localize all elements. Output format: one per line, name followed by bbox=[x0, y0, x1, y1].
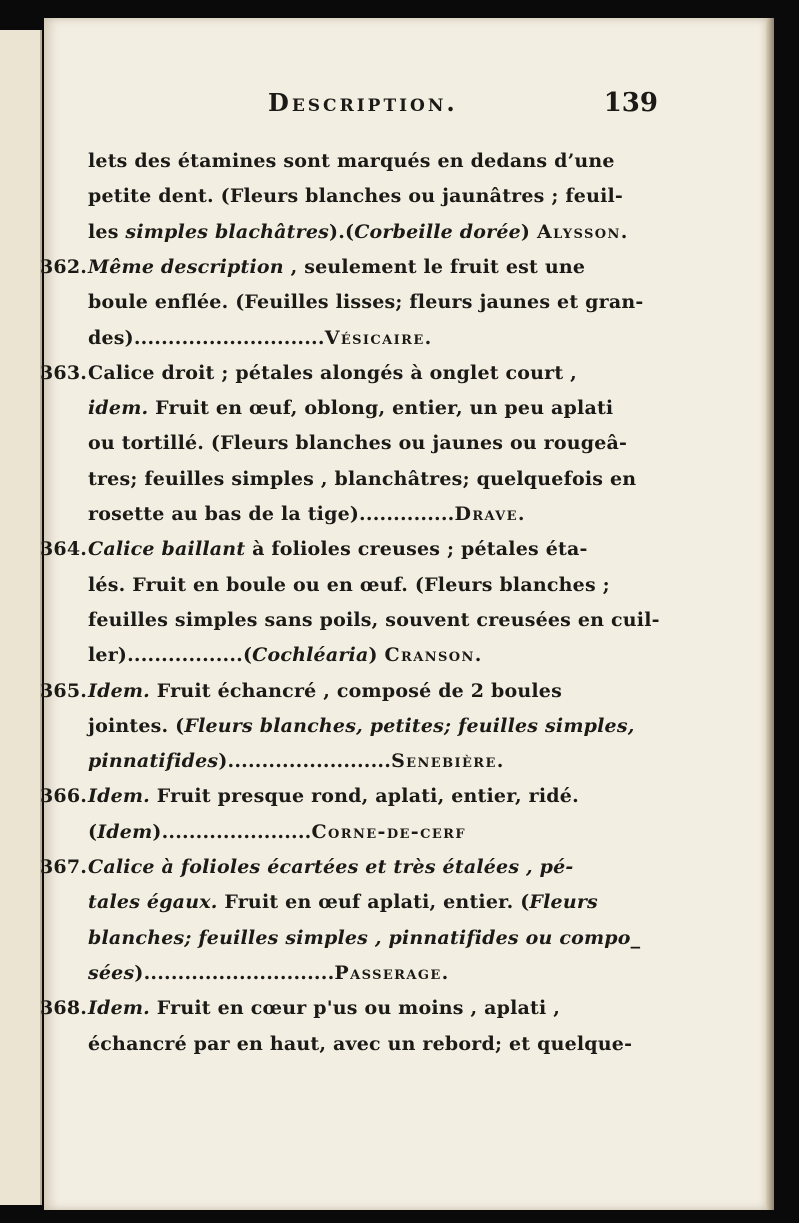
text-span: lets des étamines sont marqués en dedans d’une bbox=[88, 150, 615, 172]
text-line bbox=[88, 574, 610, 596]
text-line bbox=[88, 432, 627, 454]
text-line bbox=[88, 821, 466, 843]
genus-name: Drave. bbox=[454, 503, 526, 525]
text-line bbox=[88, 397, 613, 419]
text-line bbox=[40, 362, 577, 384]
text-span: des)............................ bbox=[88, 326, 325, 349]
genus-name: Corne-de-cerf bbox=[311, 820, 466, 843]
text-span: simples blachâtres bbox=[125, 220, 330, 243]
text-span: blanches; feuilles simples , pinnatifides ou compo_ bbox=[88, 926, 641, 949]
text-line bbox=[88, 185, 623, 207]
text-span: petite dent. (Fleurs blanches ou jaunâtres ; feuil- bbox=[88, 185, 624, 208]
text-span: )...................... bbox=[152, 820, 312, 843]
text-line bbox=[88, 644, 483, 666]
text-span: Cochléaria bbox=[252, 644, 369, 667]
text-line bbox=[88, 221, 629, 243]
text-span: lés. Fruit en boule ou en œuf. (Fleurs blanches ; bbox=[88, 573, 610, 596]
text-span: les bbox=[88, 220, 126, 243]
text-span: idem. bbox=[88, 397, 149, 420]
text-span: ) bbox=[368, 644, 385, 667]
text-span: ( bbox=[88, 820, 98, 843]
text-span: rosette au bas de la tige).............. bbox=[88, 503, 455, 525]
text-span: Fleurs blanches, petites; feuilles simples, bbox=[184, 714, 635, 737]
text-span: )............................ bbox=[134, 961, 335, 984]
entry-number: 364. bbox=[40, 538, 88, 561]
entry-number: 366. bbox=[40, 785, 88, 808]
text-span: ler).................( bbox=[88, 644, 253, 667]
running-head: Description. bbox=[268, 88, 458, 117]
text-span: échancré par en haut, avec un rebord; et quelque- bbox=[88, 1032, 633, 1055]
text-span: jointes. ( bbox=[88, 714, 185, 737]
genus-name: Cranson. bbox=[384, 644, 483, 667]
facing-page-edge bbox=[0, 30, 42, 1205]
text-span: ) bbox=[520, 220, 537, 243]
entry-number: 363. bbox=[40, 361, 88, 384]
text-span: Idem bbox=[97, 820, 153, 843]
text-span: ).( bbox=[329, 220, 355, 243]
text-line bbox=[88, 927, 640, 949]
text-span: sées bbox=[88, 961, 135, 984]
text-span: )........................ bbox=[218, 750, 392, 773]
text-line bbox=[40, 785, 579, 807]
text-line bbox=[88, 327, 433, 349]
text-span: Fruit presque rond, aplati, entier, ridé. bbox=[149, 785, 579, 808]
page-fore-edge bbox=[766, 18, 774, 1210]
text-line bbox=[88, 750, 505, 772]
genus-name: Alysson. bbox=[536, 220, 629, 243]
entry-number: 368. bbox=[40, 997, 88, 1020]
text-span: Fleurs bbox=[529, 891, 598, 914]
text-line bbox=[88, 468, 636, 490]
genus-name: Vésicaire. bbox=[324, 326, 433, 349]
text-line bbox=[40, 997, 560, 1019]
text-line bbox=[88, 962, 450, 984]
text-span: tales égaux. bbox=[88, 891, 218, 914]
text-span: feuilles simples sans poils, souvent creusées en cuil- bbox=[88, 608, 660, 631]
text-span: à folioles creuses ; pétales éta- bbox=[245, 538, 588, 561]
entry-number: 367. bbox=[40, 856, 88, 878]
text-line bbox=[88, 150, 615, 172]
text-span: tres; feuilles simples , blanchâtres; quelquefois en bbox=[88, 467, 637, 490]
text-span: Idem. bbox=[88, 785, 150, 808]
text-span: Calice à folioles écartées et très étalées , pé- bbox=[88, 856, 574, 878]
text-span: boule enflée. (Feuilles lisses; fleurs jaunes et gran- bbox=[88, 291, 644, 314]
text-span: pinnatifides bbox=[88, 750, 219, 773]
page-number: 139 bbox=[603, 88, 658, 118]
text-line bbox=[88, 1033, 632, 1055]
entry-number: 362. bbox=[40, 255, 88, 278]
text-span: Fruit en œuf aplati, entier. ( bbox=[217, 891, 530, 914]
text-span: Fruit en œuf, oblong, entier, un peu aplati bbox=[148, 397, 614, 420]
entry-number: 365. bbox=[40, 679, 88, 702]
text-line bbox=[88, 291, 643, 313]
text-span: ou tortillé. (Fleurs blanches ou jaunes ou rougeâ- bbox=[88, 432, 628, 455]
text-span: Corbeille dorée bbox=[354, 220, 521, 243]
page-header bbox=[268, 88, 658, 128]
text-span: Calice droit ; pétales alongés à onglet court , bbox=[88, 361, 577, 384]
text-span: Fruit échancré , composé de 2 boules bbox=[149, 679, 562, 702]
text-span: Même description bbox=[88, 255, 284, 278]
text-line bbox=[40, 256, 585, 278]
text-line bbox=[40, 680, 562, 702]
text-line bbox=[88, 609, 660, 631]
text-line bbox=[40, 856, 574, 878]
text-span: Idem. bbox=[88, 997, 150, 1020]
text-line bbox=[40, 538, 588, 560]
text-line bbox=[88, 715, 635, 737]
text-span: Idem. bbox=[88, 679, 150, 702]
genus-name: Senebière. bbox=[391, 750, 505, 773]
text-span: Fruit en cœur p'us ou moins , aplati , bbox=[149, 997, 561, 1020]
text-line bbox=[88, 891, 598, 913]
text-span: , seulement le fruit est une bbox=[283, 255, 586, 278]
genus-name: Passerage. bbox=[334, 961, 450, 984]
text-span: Calice baillant bbox=[88, 538, 246, 561]
text-line bbox=[88, 503, 526, 525]
